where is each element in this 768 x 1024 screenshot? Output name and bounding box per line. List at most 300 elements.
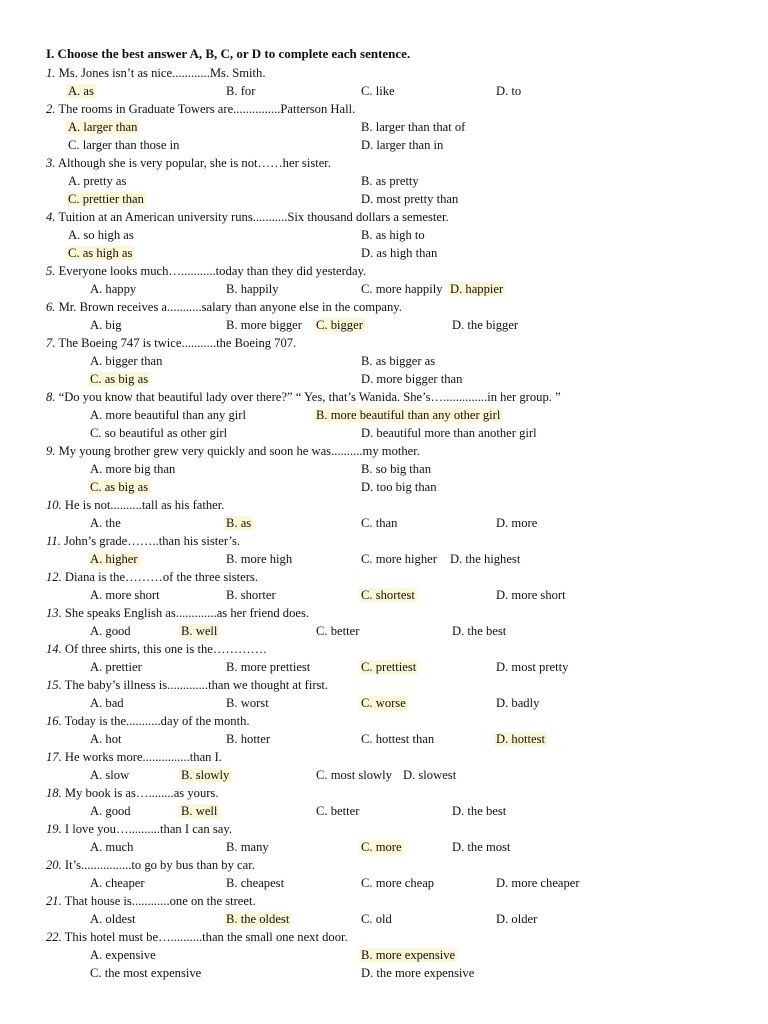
- question-number: 10.: [46, 498, 62, 512]
- option-text: as: [240, 516, 252, 530]
- option-label: D.: [403, 768, 416, 782]
- option-label: A.: [90, 354, 103, 368]
- question-number: 19.: [46, 822, 62, 836]
- highlighted-answer: [359, 696, 408, 710]
- answer-option: [90, 550, 140, 568]
- option-text: the most expensive: [104, 966, 202, 980]
- option-text: so beautiful as other girl: [104, 426, 228, 440]
- answer-text: [361, 372, 462, 386]
- option-text: as high as: [82, 246, 133, 260]
- option-text: the highest: [465, 552, 521, 566]
- question-number: 13.: [46, 606, 62, 620]
- question-number: 2.: [46, 102, 56, 116]
- answer-option: [90, 874, 145, 892]
- answer-text: [90, 660, 142, 674]
- option-label: D.: [361, 426, 374, 440]
- option-label: A.: [90, 552, 103, 566]
- option-label: A.: [90, 768, 103, 782]
- answer-option: [90, 586, 160, 604]
- answer-text: [496, 660, 568, 674]
- option-text: higher: [105, 552, 138, 566]
- answer-option: [361, 838, 404, 856]
- answer-text: [90, 966, 201, 980]
- option-text: as: [83, 84, 94, 98]
- answer-text: [361, 966, 474, 980]
- answer-text: [361, 138, 443, 152]
- option-text: than: [375, 516, 398, 530]
- option-label: B.: [181, 804, 193, 818]
- answer-option: [496, 82, 521, 100]
- question-stem: [46, 64, 265, 82]
- question-stem: [46, 928, 348, 946]
- answer-text: [496, 696, 539, 710]
- option-label: D.: [496, 876, 509, 890]
- option-text: big: [105, 318, 122, 332]
- option-label: A.: [90, 912, 103, 926]
- option-text: expensive: [105, 948, 156, 962]
- answer-text: [226, 552, 292, 566]
- answer-text: [68, 138, 179, 152]
- answer-text: [361, 354, 435, 368]
- answer-option: [90, 280, 136, 298]
- question-number: 20.: [46, 858, 62, 872]
- question-text: She speaks English as.............as her friend does.: [64, 606, 310, 620]
- question-number: 17.: [46, 750, 62, 764]
- highlighted-answer: [448, 282, 505, 296]
- answer-text: [496, 84, 521, 98]
- option-label: C.: [361, 588, 373, 602]
- answer-text: [496, 588, 566, 602]
- question-number: 5.: [46, 264, 56, 278]
- question-number: 3.: [46, 156, 56, 170]
- option-text: the more expensive: [376, 966, 475, 980]
- option-text: more beautiful than any girl: [105, 408, 246, 422]
- answer-text: [361, 912, 392, 926]
- question-text: He works more...............than I.: [64, 750, 222, 764]
- option-label: C.: [316, 624, 328, 638]
- option-text: as high to: [375, 228, 425, 242]
- answer-text: [361, 426, 537, 440]
- option-text: slowly: [195, 768, 230, 782]
- highlighted-answer: [359, 948, 457, 962]
- answer-option: [316, 802, 359, 820]
- section-heading: I. Choose the best answer A, B, C, or D to complete each sentence.: [46, 46, 411, 61]
- answer-text: [90, 804, 131, 818]
- option-label: B.: [226, 282, 238, 296]
- answer-text: [361, 174, 419, 188]
- answer-text: [90, 354, 162, 368]
- option-text: larger than that of: [375, 120, 466, 134]
- highlighted-answer: [179, 768, 231, 782]
- answer-text: [452, 318, 518, 332]
- question-text: He is not..........tall as his father.: [64, 498, 225, 512]
- answer-text: [226, 660, 310, 674]
- question-number: 7.: [46, 336, 56, 350]
- option-label: C.: [90, 480, 102, 494]
- answer-option: [90, 460, 175, 478]
- option-text: more expensive: [375, 948, 456, 962]
- option-text: cheaper: [105, 876, 145, 890]
- highlighted-answer: [179, 624, 219, 638]
- option-label: A.: [90, 282, 103, 296]
- option-text: shorter: [240, 588, 276, 602]
- option-label: B.: [226, 660, 238, 674]
- question-number: 4.: [46, 210, 56, 224]
- question-number: 11.: [46, 534, 61, 548]
- option-label: A.: [90, 660, 103, 674]
- answer-option: [361, 964, 474, 982]
- option-text: for: [240, 84, 256, 98]
- option-label: A.: [90, 732, 103, 746]
- question-text: John’s grade……..than his sister’s.: [63, 534, 241, 548]
- option-label: C.: [361, 516, 373, 530]
- question-stem: [46, 442, 420, 460]
- option-label: D.: [452, 318, 465, 332]
- option-label: D.: [361, 246, 374, 260]
- question-stem: [46, 568, 258, 586]
- option-text: pretty as: [83, 174, 127, 188]
- highlighted-answer: [494, 732, 547, 746]
- option-text: badly: [511, 696, 540, 710]
- option-text: the best: [467, 624, 507, 638]
- option-label: A.: [68, 174, 81, 188]
- highlighted-answer: [359, 840, 404, 854]
- option-label: D.: [452, 840, 465, 854]
- option-label: B.: [316, 408, 328, 422]
- option-label: A.: [90, 876, 103, 890]
- answer-option: [496, 730, 547, 748]
- question-number: 16.: [46, 714, 62, 728]
- question-text: That house is............one on the street.: [64, 894, 256, 908]
- answer-option: [316, 766, 392, 784]
- answer-text: [361, 462, 431, 476]
- question-stem: [46, 334, 296, 352]
- answer-text: [450, 552, 520, 566]
- option-label: D.: [450, 552, 463, 566]
- answer-option: [452, 622, 506, 640]
- option-label: A.: [90, 804, 103, 818]
- option-text: better: [330, 804, 360, 818]
- answer-text: [496, 912, 537, 926]
- option-label: B.: [361, 462, 373, 476]
- option-label: B.: [361, 948, 373, 962]
- option-label: B.: [181, 624, 193, 638]
- answer-text: [226, 588, 276, 602]
- answer-option: [450, 550, 520, 568]
- option-text: as big as: [104, 480, 149, 494]
- answer-option: [226, 910, 291, 928]
- question-text: I love you…..........than I can say.: [64, 822, 232, 836]
- option-text: many: [240, 840, 269, 854]
- option-text: cheapest: [240, 876, 285, 890]
- option-text: more bigger than: [376, 372, 463, 386]
- answer-text: [361, 282, 443, 296]
- option-label: B.: [226, 552, 238, 566]
- option-label: D.: [496, 696, 509, 710]
- answer-text: [316, 768, 392, 782]
- answer-text: [90, 426, 227, 440]
- question-stem: [46, 100, 355, 118]
- question-number: 14.: [46, 642, 62, 656]
- question-text: It’s................to go by bus than by car.: [64, 858, 255, 872]
- highlighted-answer: [66, 120, 139, 134]
- option-text: well: [195, 804, 218, 818]
- answer-text: [90, 912, 136, 926]
- option-text: too big than: [376, 480, 437, 494]
- option-text: more short: [511, 588, 566, 602]
- answer-option: [90, 622, 131, 640]
- answer-option: [90, 424, 227, 442]
- option-label: A.: [90, 516, 103, 530]
- answer-text: [90, 624, 131, 638]
- answer-option: [226, 280, 279, 298]
- option-label: D.: [496, 912, 509, 926]
- answer-text: [361, 732, 434, 746]
- answer-text: [68, 174, 126, 188]
- answer-option: [90, 766, 129, 784]
- question-stem: [46, 262, 366, 280]
- option-label: C.: [68, 192, 80, 206]
- option-text: as high than: [376, 246, 438, 260]
- option-text: larger than in: [376, 138, 444, 152]
- answer-option: [90, 406, 246, 424]
- answer-option: [90, 946, 156, 964]
- option-text: more: [375, 840, 402, 854]
- answer-text: [90, 732, 122, 746]
- option-label: C.: [90, 966, 102, 980]
- answer-option: [361, 874, 434, 892]
- question-stem: [46, 784, 218, 802]
- option-label: A.: [90, 840, 103, 854]
- option-text: more higher: [375, 552, 437, 566]
- option-text: hotter: [240, 732, 271, 746]
- answer-option: [181, 622, 219, 640]
- question-text: Of three shirts, this one is the………….: [64, 642, 267, 656]
- option-text: most pretty: [511, 660, 569, 674]
- option-label: D.: [450, 282, 463, 296]
- question-stem: [46, 820, 232, 838]
- option-text: bad: [105, 696, 124, 710]
- answer-option: [361, 172, 419, 190]
- answer-option: [226, 874, 284, 892]
- answer-option: [90, 964, 201, 982]
- option-text: worst: [240, 696, 269, 710]
- answer-option: [452, 316, 518, 334]
- answer-option: [450, 280, 505, 298]
- answer-text: [361, 552, 437, 566]
- question-stem: [46, 640, 266, 658]
- option-label: C.: [361, 84, 373, 98]
- answer-text: [226, 840, 269, 854]
- option-label: C.: [361, 552, 373, 566]
- option-label: C.: [90, 426, 102, 440]
- answer-text: [452, 840, 510, 854]
- answer-option: [496, 694, 539, 712]
- option-label: D.: [361, 138, 374, 152]
- answer-option: [90, 802, 131, 820]
- answer-text: [226, 696, 269, 710]
- option-text: well: [195, 624, 218, 638]
- answer-option: [90, 730, 122, 748]
- answer-text: [90, 840, 133, 854]
- question-stem: [46, 298, 402, 316]
- answer-option: [226, 316, 302, 334]
- question-number: 15.: [46, 678, 62, 692]
- answer-text: [90, 696, 124, 710]
- answer-option: [361, 136, 443, 154]
- answer-option: [361, 946, 457, 964]
- option-text: bigger: [330, 318, 363, 332]
- option-text: as bigger as: [375, 354, 436, 368]
- option-label: C.: [361, 912, 373, 926]
- answer-option: [90, 316, 122, 334]
- option-text: as pretty: [375, 174, 419, 188]
- option-label: A.: [90, 318, 103, 332]
- option-label: B.: [226, 876, 238, 890]
- answer-option: [361, 910, 392, 928]
- answer-text: [68, 228, 134, 242]
- answer-text: [361, 246, 437, 260]
- option-label: B.: [226, 840, 238, 854]
- question-stem: [46, 712, 250, 730]
- answer-option: [361, 352, 435, 370]
- option-label: A.: [68, 228, 81, 242]
- answer-option: [361, 424, 537, 442]
- option-label: D.: [361, 372, 374, 386]
- option-text: hottest: [511, 732, 545, 746]
- option-text: more big than: [105, 462, 176, 476]
- option-text: prettier: [105, 660, 142, 674]
- option-text: prettier than: [82, 192, 144, 206]
- option-text: slow: [105, 768, 130, 782]
- question-stem: [46, 748, 222, 766]
- option-label: C.: [90, 372, 102, 386]
- option-text: beautiful more than another girl: [376, 426, 537, 440]
- question-text: Although she is very popular, she is not……her sister.: [57, 156, 331, 170]
- option-label: D.: [496, 588, 509, 602]
- answer-text: [361, 480, 437, 494]
- option-text: hot: [105, 732, 122, 746]
- answer-option: [181, 802, 219, 820]
- option-label: A.: [90, 462, 103, 476]
- answer-text: [361, 516, 397, 530]
- option-text: the most: [467, 840, 511, 854]
- option-label: C.: [361, 696, 373, 710]
- option-text: prettiest: [375, 660, 417, 674]
- answer-option: [181, 766, 231, 784]
- answer-text: [226, 876, 284, 890]
- option-label: D.: [452, 624, 465, 638]
- option-text: most pretty than: [376, 192, 459, 206]
- option-text: more happily: [375, 282, 443, 296]
- answer-option: [226, 514, 253, 532]
- answer-text: [361, 228, 425, 242]
- answer-option: [68, 244, 134, 262]
- answer-option: [361, 658, 418, 676]
- option-label: C.: [361, 732, 373, 746]
- option-label: A.: [90, 624, 103, 638]
- option-text: much: [105, 840, 134, 854]
- answer-text: [226, 84, 255, 98]
- question-number: 22.: [46, 930, 62, 944]
- option-label: C.: [316, 318, 328, 332]
- answer-text: [361, 876, 434, 890]
- question-number: 21.: [46, 894, 62, 908]
- question-number: 18.: [46, 786, 62, 800]
- option-label: D.: [361, 966, 374, 980]
- option-text: happier: [465, 282, 504, 296]
- answer-text: [452, 624, 506, 638]
- option-text: older: [511, 912, 538, 926]
- option-text: as big as: [104, 372, 149, 386]
- answer-text: [226, 318, 302, 332]
- answer-option: [361, 514, 397, 532]
- answer-option: [316, 622, 359, 640]
- answer-text: [316, 804, 359, 818]
- option-label: D.: [452, 804, 465, 818]
- answer-option: [361, 370, 462, 388]
- question-text: This hotel must be…..........than the small one next door.: [64, 930, 348, 944]
- option-text: so big than: [375, 462, 431, 476]
- answer-option: [361, 730, 434, 748]
- answer-text: [90, 588, 160, 602]
- option-label: C.: [361, 876, 373, 890]
- option-label: D.: [496, 516, 509, 530]
- option-text: the: [105, 516, 121, 530]
- option-text: more cheaper: [511, 876, 580, 890]
- option-label: A.: [90, 696, 103, 710]
- option-text: more beautiful than any other girl: [330, 408, 501, 422]
- answer-option: [68, 82, 96, 100]
- question-stem: [46, 532, 240, 550]
- answer-option: [452, 838, 510, 856]
- option-label: A.: [90, 588, 103, 602]
- answer-option: [361, 190, 458, 208]
- answer-option: [226, 586, 276, 604]
- answer-option: [496, 874, 580, 892]
- highlighted-answer: [224, 912, 291, 926]
- option-label: B.: [361, 174, 373, 188]
- answer-option: [226, 82, 255, 100]
- answer-text: [90, 948, 156, 962]
- answer-option: [403, 766, 456, 784]
- question-text: The baby’s illness is.............than we thought at first.: [64, 678, 329, 692]
- question-stem: [46, 154, 331, 172]
- question-stem: [46, 604, 309, 622]
- question-stem: [46, 208, 449, 226]
- answer-option: [452, 802, 506, 820]
- option-label: B.: [226, 588, 238, 602]
- option-text: more bigger: [240, 318, 302, 332]
- option-text: slowest: [418, 768, 457, 782]
- answer-option: [496, 910, 537, 928]
- answer-option: [90, 514, 121, 532]
- question-text: Ms. Jones isn’t as nice............Ms. Smith.: [58, 66, 266, 80]
- option-text: more prettiest: [240, 660, 311, 674]
- option-text: larger than those in: [82, 138, 180, 152]
- option-label: B.: [226, 696, 238, 710]
- option-label: A.: [68, 84, 81, 98]
- option-text: to: [511, 84, 522, 98]
- option-text: more short: [105, 588, 160, 602]
- highlighted-answer: [66, 192, 146, 206]
- answer-text: [452, 804, 506, 818]
- answer-option: [361, 478, 437, 496]
- answer-option: [226, 730, 270, 748]
- question-number: 1.: [46, 66, 56, 80]
- option-text: happily: [240, 282, 279, 296]
- answer-option: [68, 172, 126, 190]
